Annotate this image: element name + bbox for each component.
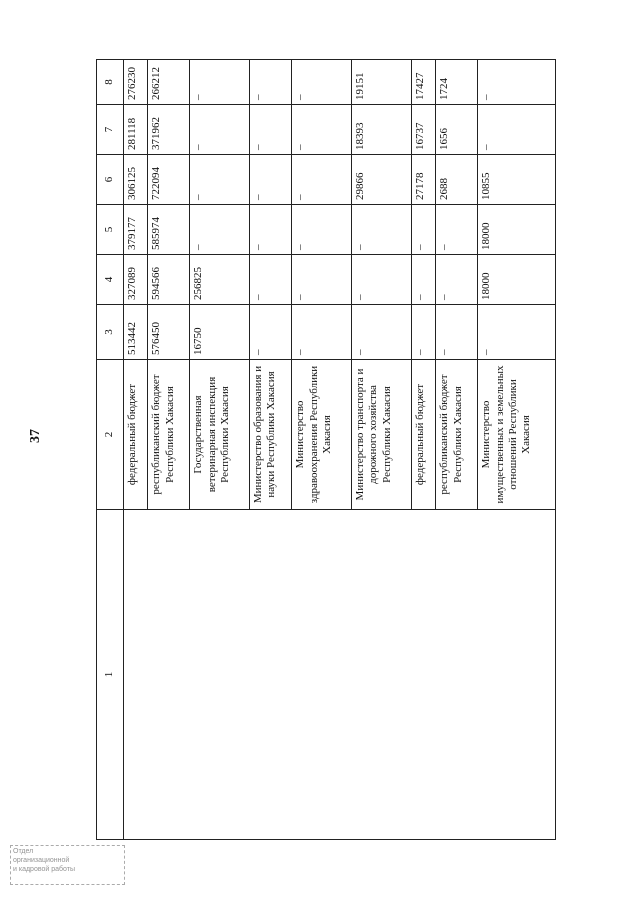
value-col-7: – xyxy=(292,105,352,155)
value-col-3: 16750 xyxy=(190,305,250,360)
value-col-7: – xyxy=(190,105,250,155)
value-col-6: 10855 xyxy=(478,155,556,205)
funding-source: федеральный бюджет xyxy=(411,360,435,510)
header-col-8: 8 xyxy=(97,60,124,105)
table-container xyxy=(96,60,556,840)
value-col-4: 18000 xyxy=(478,255,556,305)
funding-source: Министерство транспорта и дорожного хозяйства Республики Хакасия xyxy=(352,360,412,510)
value-col-8: – xyxy=(292,60,352,105)
value-col-5: – xyxy=(352,205,412,255)
value-col-3: – xyxy=(411,305,435,360)
value-col-4: 256825 xyxy=(190,255,250,305)
header-col-3: 3 xyxy=(97,305,124,360)
office-stamp xyxy=(10,845,125,885)
rotated-table-frame xyxy=(96,60,556,840)
funding-source: республиканский бюджет Республики Хакасия xyxy=(436,360,478,510)
value-col-6: 27178 xyxy=(411,155,435,205)
value-col-3: – xyxy=(292,305,352,360)
value-col-7: 281118 xyxy=(124,105,148,155)
header-col-6: 6 xyxy=(97,155,124,205)
value-col-3: – xyxy=(478,305,556,360)
funding-source: Министерство здравоохранения Республики Хакасия xyxy=(292,360,352,510)
funding-source: Министерство образования и науки Республики Хакасия xyxy=(250,360,292,510)
value-col-8: – xyxy=(190,60,250,105)
value-col-7: 1656 xyxy=(436,105,478,155)
value-col-6: 2688 xyxy=(436,155,478,205)
value-col-7: – xyxy=(478,105,556,155)
value-col-4: – xyxy=(411,255,435,305)
value-col-3: – xyxy=(436,305,478,360)
value-col-7: 371962 xyxy=(148,105,190,155)
value-col-5: – xyxy=(292,205,352,255)
budget-table xyxy=(96,59,556,840)
value-col-4: – xyxy=(292,255,352,305)
value-col-8: – xyxy=(250,60,292,105)
value-col-4: 594566 xyxy=(148,255,190,305)
funding-source: Государственная ветеринарная инспекция Республики Хакасия xyxy=(190,360,250,510)
header-col-4: 4 xyxy=(97,255,124,305)
value-col-5: – xyxy=(250,205,292,255)
value-col-8: 276230 xyxy=(124,60,148,105)
value-col-4: – xyxy=(436,255,478,305)
table-row xyxy=(124,60,148,840)
value-col-7: 18393 xyxy=(352,105,412,155)
value-col-8: 17427 xyxy=(411,60,435,105)
header-col-5: 5 xyxy=(97,205,124,255)
header-col-1: 1 xyxy=(97,510,124,840)
value-col-6: 306125 xyxy=(124,155,148,205)
value-col-8: – xyxy=(478,60,556,105)
value-col-4: – xyxy=(250,255,292,305)
value-col-6: 722094 xyxy=(148,155,190,205)
value-col-8: 19151 xyxy=(352,60,412,105)
value-col-5: – xyxy=(436,205,478,255)
funding-source: республиканский бюджет Республики Хакасия xyxy=(148,360,190,510)
value-col-8: 266212 xyxy=(148,60,190,105)
row-group-label xyxy=(124,510,556,840)
value-col-6: – xyxy=(190,155,250,205)
value-col-4: 327089 xyxy=(124,255,148,305)
stamp-line: организационной xyxy=(13,856,70,864)
value-col-5: 585974 xyxy=(148,205,190,255)
value-col-8: 1724 xyxy=(436,60,478,105)
funding-source: Министерство имущественных и земельных отношений Республики Хакасия xyxy=(478,360,556,510)
value-col-5: – xyxy=(411,205,435,255)
value-col-5: 18000 xyxy=(478,205,556,255)
value-col-6: – xyxy=(250,155,292,205)
header-col-7: 7 xyxy=(97,105,124,155)
value-col-5: 379177 xyxy=(124,205,148,255)
value-col-7: 16737 xyxy=(411,105,435,155)
value-col-7: – xyxy=(250,105,292,155)
table-header-row xyxy=(97,60,124,840)
value-col-3: – xyxy=(352,305,412,360)
value-col-5: – xyxy=(190,205,250,255)
header-col-2: 2 xyxy=(97,360,124,510)
stamp-line: Отдел xyxy=(13,848,34,855)
value-col-3: 576450 xyxy=(148,305,190,360)
stamp-line: и кадровой работы xyxy=(13,865,75,873)
value-col-6: 29866 xyxy=(352,155,412,205)
funding-source: федеральный бюджет xyxy=(124,360,148,510)
value-col-4: – xyxy=(352,255,412,305)
page-number: 37 xyxy=(28,429,43,443)
value-col-6: – xyxy=(292,155,352,205)
value-col-3: 513442 xyxy=(124,305,148,360)
value-col-3: – xyxy=(250,305,292,360)
